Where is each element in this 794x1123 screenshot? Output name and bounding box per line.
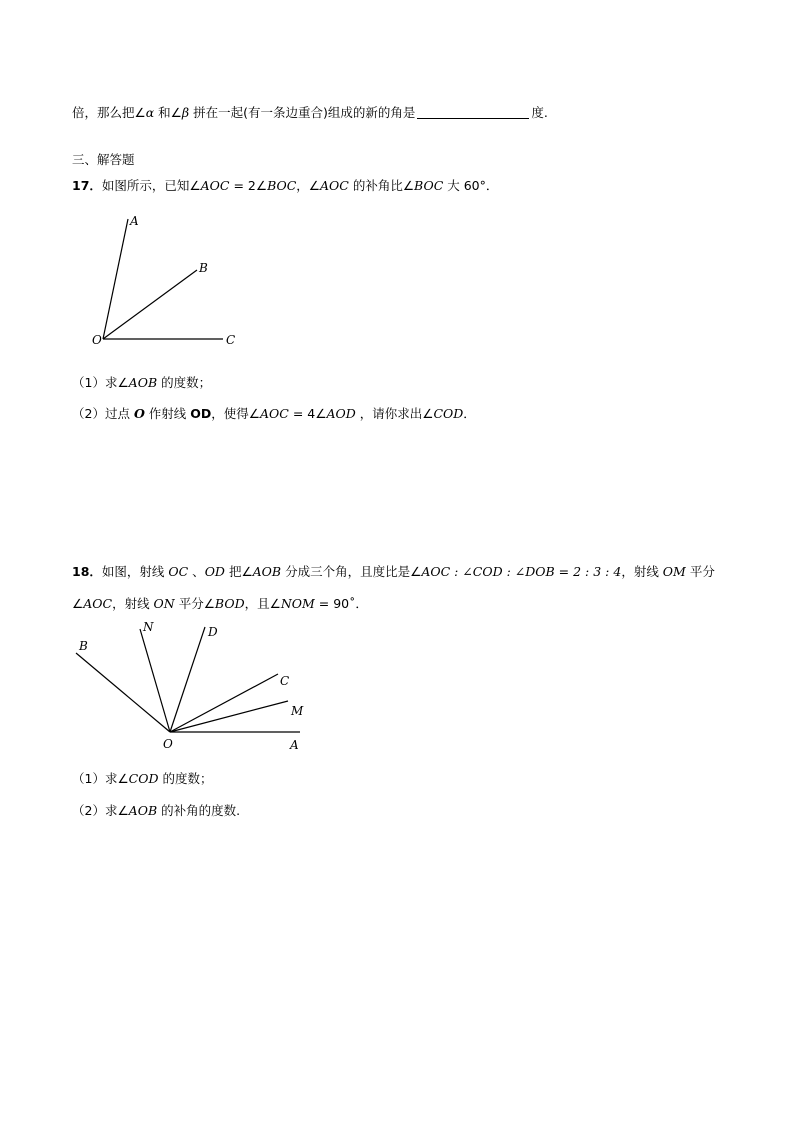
ray-ob (103, 270, 197, 339)
ray-om (170, 701, 288, 732)
label-c: C (226, 333, 236, 347)
beta-symbol: β (181, 105, 190, 120)
label-b: B (199, 261, 208, 275)
answer-blank[interactable] (417, 106, 529, 119)
label-b: B (79, 639, 88, 653)
section-title: 三、解答题 (72, 152, 135, 167)
q17-figure (85, 205, 255, 355)
q18-figure (70, 615, 315, 755)
ray-on (140, 629, 170, 732)
q17-number: 17． (72, 178, 102, 193)
label-o: O (92, 333, 102, 347)
prev-question-line: 倍，那么把∠α 和∠β 拼在一起(有一条边重合)组成的新的角是 度. (72, 105, 548, 120)
q17-part1: （1）求∠AOB 的度数； (72, 375, 212, 390)
label-a: A (290, 738, 299, 752)
label-a: A (130, 214, 139, 228)
label-m: M (291, 704, 304, 718)
alpha-symbol: α (145, 105, 155, 120)
q18-stem-line1: 18．如图，射线 OC 、OD 把∠AOB 分成三个角，且度比是∠AOC : ∠COD : ∠DOB = 2 : 3 : 4，射线 OM 平分 (72, 564, 715, 579)
q18-stem-line2: ∠AOC，射线 ON 平分∠BOD，且∠NOM = 90˚． (72, 596, 368, 611)
label-d: D (208, 625, 218, 639)
q17-stem: 17．如图所示，已知∠AOC = 2∠BOC，∠AOC 的补角比∠BOC 大 60°． (72, 178, 499, 193)
ray-ob (76, 653, 170, 732)
q18-part1: （1）求∠COD 的度数； (72, 771, 213, 786)
label-c: C (280, 674, 290, 688)
q17-part2: （2）过点 O 作射线 OD，使得∠AOC = 4∠AOD ，请你求出∠COD． (72, 406, 476, 421)
label-o: O (163, 737, 173, 751)
q18-part2: （2）求∠AOB 的补角的度数. (72, 803, 241, 818)
label-n: N (143, 620, 154, 634)
ray-oa (103, 219, 128, 339)
q18-number: 18． (72, 564, 102, 579)
